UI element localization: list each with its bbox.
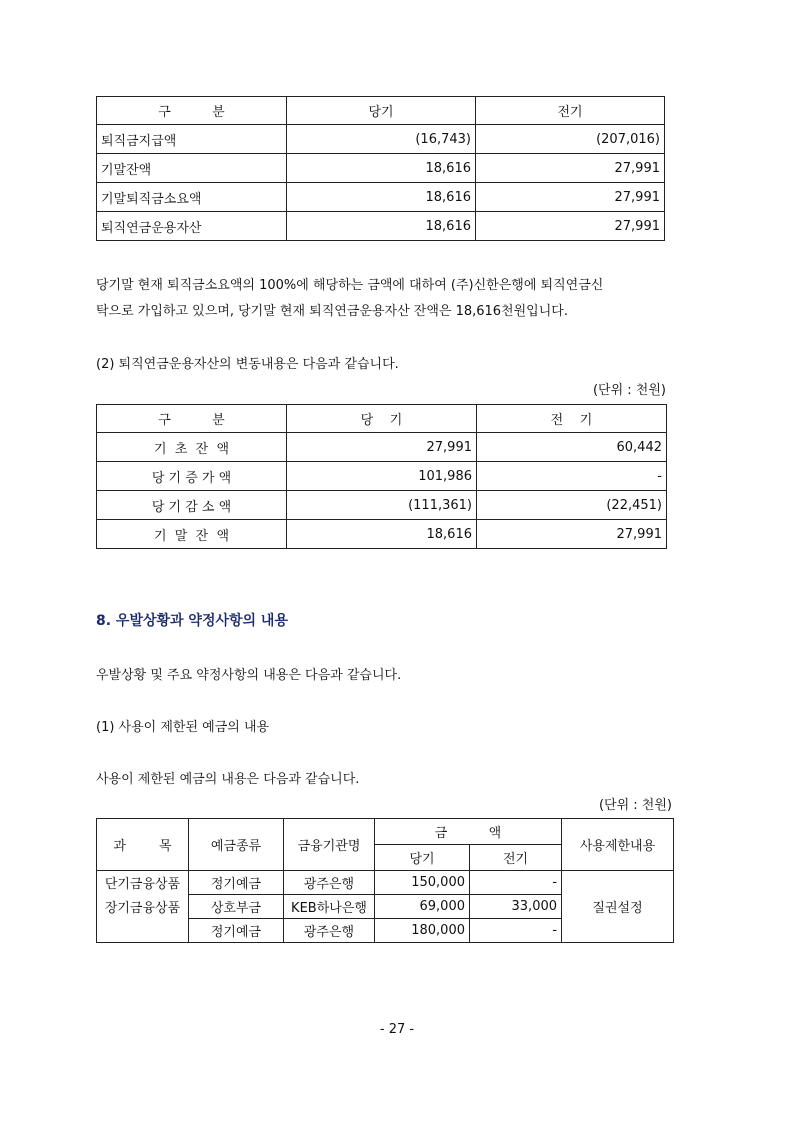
table-header-row	[97, 405, 667, 433]
row-label: 기 말 잔 액	[97, 520, 287, 549]
table-row	[97, 433, 667, 462]
row-prior: -	[477, 462, 667, 491]
table-row	[97, 491, 667, 520]
row-type: 상호부금	[189, 895, 284, 919]
row-prior: 60,442	[477, 433, 667, 462]
row-subject	[97, 919, 189, 943]
retirement-table	[96, 96, 665, 241]
row-current: (16,743)	[287, 125, 476, 154]
row-bank: 광주은행	[284, 871, 375, 895]
row-prior: 27,991	[476, 183, 665, 212]
section-title: (2) 퇴직연금운용자산의 변동내용은 다음과 같습니다.	[96, 357, 399, 372]
pension-asset-table	[96, 404, 667, 549]
table-row	[97, 212, 665, 241]
header-category: 구 분	[97, 97, 287, 125]
header-prior: 전 기	[477, 405, 667, 433]
row-prior: 33,000	[470, 895, 562, 919]
subsection-title: (1) 사용이 제한된 예금의 내용	[96, 720, 270, 735]
row-restriction: 질권설정	[562, 871, 674, 943]
row-current: 101,986	[287, 462, 477, 491]
paragraph: 사용이 제한된 예금의 내용은 다음과 같습니다.	[96, 772, 360, 787]
header-prior: 전기	[476, 97, 665, 125]
table-row	[97, 462, 667, 491]
row-prior: (207,016)	[476, 125, 665, 154]
unit-label: (단위 : 천원)	[598, 798, 672, 813]
header-restriction: 사용제한내용	[562, 819, 674, 871]
row-current: 27,991	[287, 433, 477, 462]
row-prior: -	[470, 871, 562, 895]
table-row	[97, 154, 665, 183]
row-label: 기말잔액	[97, 154, 287, 183]
header-current: 당기	[375, 845, 470, 871]
row-label: 당 기 증 가 액	[97, 462, 287, 491]
table-header-row	[97, 819, 674, 845]
header-current: 당 기	[287, 405, 477, 433]
unit-label: (단위 : 천원)	[592, 383, 666, 398]
row-current: 18,616	[287, 212, 476, 241]
paragraph-line: 탁으로 가입하고 있으며, 당기말 현재 퇴직연금운용자산 잔액은 18,616천원입니다.	[96, 304, 568, 319]
row-subject: 장기금융상품	[97, 895, 189, 919]
header-category: 구 분	[97, 405, 287, 433]
row-type: 정기예금	[189, 871, 284, 895]
row-current: 18,616	[287, 154, 476, 183]
paragraph-line: 당기말 현재 퇴직금소요액의 100%에 해당하는 금액에 대하여 (주)신한은행에 퇴직연금신	[96, 278, 604, 293]
page-number: - 27 -	[379, 1022, 415, 1037]
section-heading: 8. 우발상황과 약정사항의 내용	[96, 613, 288, 629]
row-subject: 단기금융상품	[97, 871, 189, 895]
row-bank: KEB하나은행	[284, 895, 375, 919]
row-prior: -	[470, 919, 562, 943]
row-prior: 27,991	[476, 154, 665, 183]
header-bank: 금융기관명	[284, 819, 375, 871]
table-row	[97, 871, 674, 895]
row-prior: 27,991	[476, 212, 665, 241]
paragraph: 우발상황 및 주요 약정사항의 내용은 다음과 같습니다.	[96, 668, 402, 683]
row-current: 150,000	[375, 871, 470, 895]
table-row	[97, 125, 665, 154]
header-deposit-type: 예금종류	[189, 819, 284, 871]
row-label: 당 기 감 소 액	[97, 491, 287, 520]
row-prior: (22,451)	[477, 491, 667, 520]
row-current: 180,000	[375, 919, 470, 943]
row-type: 정기예금	[189, 919, 284, 943]
header-subject: 과 목	[97, 819, 189, 871]
row-label: 퇴직금지급액	[97, 125, 287, 154]
row-label: 기말퇴직금소요액	[97, 183, 287, 212]
table-header-row	[97, 97, 665, 125]
restricted-deposit-table	[96, 818, 674, 943]
row-label: 기 초 잔 액	[97, 433, 287, 462]
row-label: 퇴직연금운용자산	[97, 212, 287, 241]
header-current: 당기	[287, 97, 476, 125]
row-prior: 27,991	[477, 520, 667, 549]
row-current: 69,000	[375, 895, 470, 919]
row-current: 18,616	[287, 520, 477, 549]
table-row	[97, 183, 665, 212]
row-current: 18,616	[287, 183, 476, 212]
table-row	[97, 520, 667, 549]
row-current: (111,361)	[287, 491, 477, 520]
row-bank: 광주은행	[284, 919, 375, 943]
header-prior: 전기	[470, 845, 562, 871]
header-amount: 금 액	[375, 819, 562, 845]
